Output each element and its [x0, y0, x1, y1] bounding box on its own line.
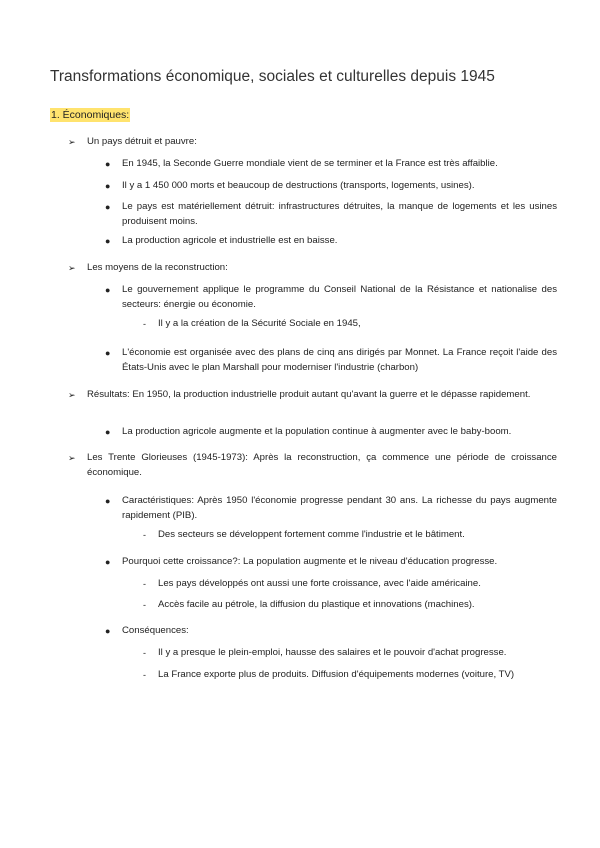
document-title: Transformations économique, sociales et culturelles depuis 1945 [50, 68, 495, 85]
arrow-bullet-icon: ➢ [68, 137, 76, 147]
list-item: Les Trente Glorieuses (1945-1973): Après la reconstruction, ça commence une période de croissance économique. [87, 452, 557, 478]
list-item: Caractéristiques: Après 1950 l'économie progresse pendant 30 ans. La richesse du pays augmente rapidement (PIB). [122, 495, 557, 521]
section-heading: 1. Économiques: [51, 109, 130, 121]
bullet-icon: ● [105, 348, 111, 358]
bullet-icon: ● [105, 427, 111, 437]
list-item: Les pays développés ont aussi une forte croissance, avec l'aide américaine. [158, 578, 481, 589]
list-item: Il y a presque le plein-emploi, hausse des salaires et le pouvoir d'achat progresse. [158, 647, 507, 658]
dash-bullet-icon: - [143, 579, 146, 589]
list-item: Des secteurs se développent fortement comme l'industrie et le bâtiment. [158, 529, 465, 540]
bullet-icon: ● [105, 159, 111, 169]
list-item: Les moyens de la reconstruction: [87, 262, 228, 273]
bullet-icon: ● [105, 557, 111, 567]
list-item: Pourquoi cette croissance?: La population augmente et le niveau d'éducation progresse. [122, 556, 498, 567]
list-item: Il y a 1 450 000 morts et beaucoup de destructions (transports, logements, usines). [122, 180, 475, 191]
bullet-icon: ● [105, 181, 111, 191]
arrow-bullet-icon: ➢ [68, 390, 76, 400]
dash-bullet-icon: - [143, 530, 146, 540]
bullet-icon: ● [105, 285, 111, 295]
list-item: Résultats: En 1950, la production industrielle produit autant qu'avant la guerre et le dépasse rapidement. [87, 389, 531, 400]
list-item: Un pays détruit et pauvre: [87, 136, 197, 147]
list-item: La production agricole et industrielle est en baisse. [122, 235, 338, 246]
list-item: Le pays est matériellement détruit: infrastructures détruites, la manque de logements et les usines produisent moins. [122, 201, 557, 227]
list-item: La production agricole augmente et la population continue à augmenter avec le baby-boom. [122, 426, 512, 437]
list-item: En 1945, la Seconde Guerre mondiale vient de se terminer et la France est très affaiblie. [122, 158, 498, 169]
list-item: Il y a la création de la Sécurité Sociale en 1945, [158, 318, 361, 329]
bullet-icon: ● [105, 202, 111, 212]
arrow-bullet-icon: ➢ [68, 263, 76, 273]
bullet-icon: ● [105, 496, 111, 506]
bullet-icon: ● [105, 626, 111, 636]
dash-bullet-icon: - [143, 319, 146, 329]
dash-bullet-icon: - [143, 670, 146, 680]
bullet-icon: ● [105, 236, 111, 246]
list-item: Le gouvernement applique le programme du Conseil National de la Résistance et nationalise des secteurs: énergie ou économie. [122, 284, 557, 310]
dash-bullet-icon: - [143, 600, 146, 610]
list-item: Accès facile au pétrole, la diffusion du plastique et innovations (machines). [158, 599, 475, 610]
list-item: Conséquences: [122, 625, 189, 636]
arrow-bullet-icon: ➢ [68, 453, 76, 463]
dash-bullet-icon: - [143, 648, 146, 658]
list-item: La France exporte plus de produits. Diffusion d'équipements modernes (voiture, TV) [158, 669, 515, 680]
list-item: L'économie est organisée avec des plans de cinq ans dirigés par Monnet. La France reçoit l'aide des États-Unis avec le plan Marshall pour moderniser l'industrie (charbon) [122, 347, 557, 373]
